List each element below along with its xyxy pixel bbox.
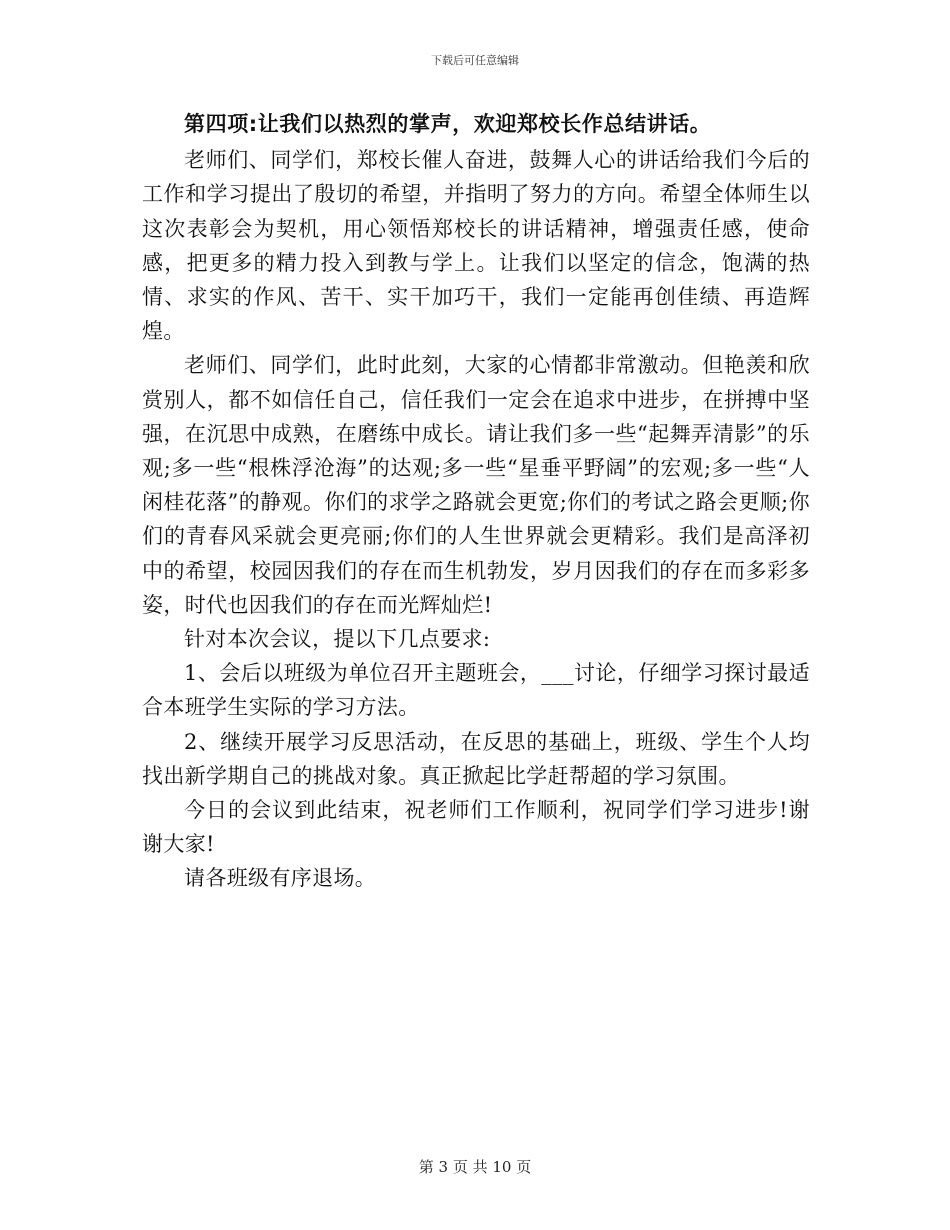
page-header-note: 下载后可任意编辑 (431, 54, 519, 67)
document-body (142, 107, 810, 896)
page-footer-page-number: 第 3 页 共 10 页 (418, 1158, 532, 1176)
section-heading-item-four: 第四项:让我们以热烈的掌声，欢迎郑校长作总结讲话。 (184, 112, 712, 136)
paragraph-summary: 老师们、同学们，郑校长催人奋进，鼓舞人心的讲话给我们今后的工作和学习提出了殷切的希望，并指明了努力的方向。希望全体师生以这次表彰会为契机，用心领悟郑校长的讲话精神，增强责任感，使命感，把更多的精力投入到教与学上。让我们以坚定的信念，饱满的热情、求实的作风、苦干、实干加巧干，我们一定能再创佳绩、再造辉煌。 (142, 148, 810, 344)
paragraph-closing: 今日的会议到此结束，祝老师们工作顺利，祝同学们学习进步!谢谢大家! (142, 798, 810, 857)
paragraph-dismissal: 请各班级有序退场。 (184, 866, 377, 891)
paragraph-encouragement: 老师们、同学们，此时此刻，大家的心情都非常激动。但艳羡和欣赏别人，都不如信任自己，信任我们一定会在追求中进步，在拼搏中坚强，在沉思中成熟，在磨练中成长。请让我们多一些“起舞弄清影”的乐观;多一些“根株浮沧海”的达观;多一些“星垂平野阔”的宏观;多一些“人闲桂花落”的静观。你们的求学之路就会更宽;你们的考试之路会更顺;你们的青春风采就会更亮丽;你们的人生世界就会更精彩。我们是高泽初中的希望，校园因我们的存在而生机勃发，岁月因我们的存在而多彩多姿，时代也因我们的存在而光辉灿烂! (142, 353, 810, 617)
requirement-item-2: 2、继续开展学习反思活动，在反思的基础上，班级、学生个人均找出新学期自己的挑战对象。真正掀起比学赶帮超的学习氛围。 (142, 729, 810, 788)
paragraph-requirements-intro: 针对本次会议，提以下几点要求: (184, 627, 491, 652)
requirement-item-1: 1、会后以班级为单位召开主题班会，___讨论，仔细学习探讨最适合本班学生实际的学习方法。 (142, 661, 810, 720)
